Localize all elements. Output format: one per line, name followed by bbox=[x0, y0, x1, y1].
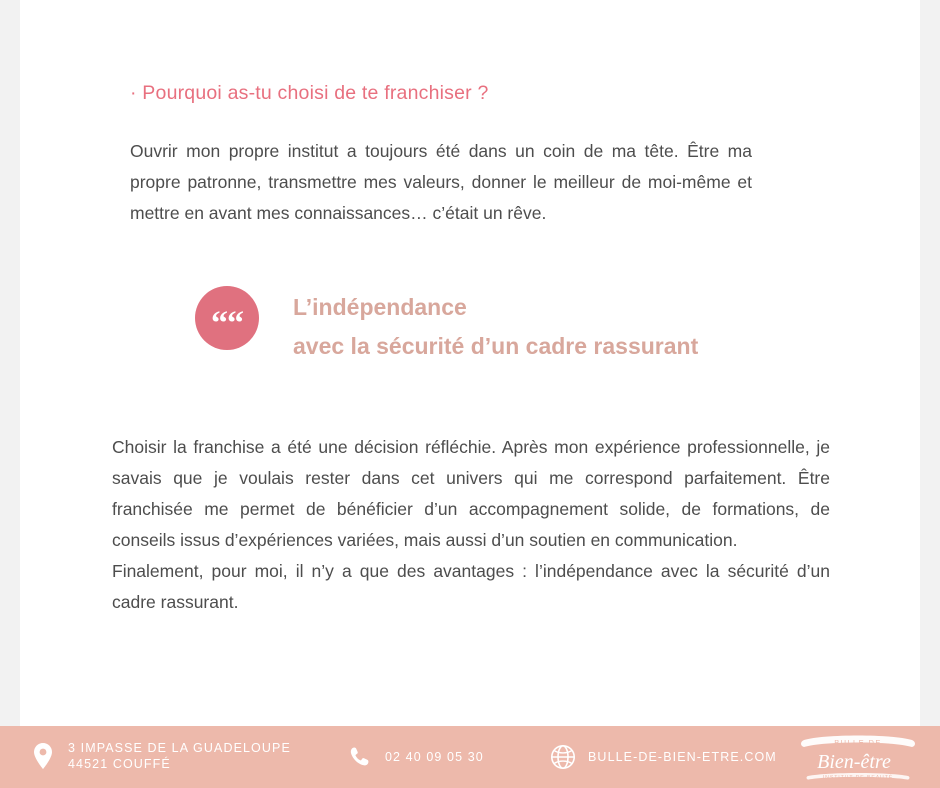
svg-text:INSTITUT DE BEAUTÉ: INSTITUT DE BEAUTÉ bbox=[822, 775, 894, 781]
pull-quote-line-1: L’indépendance bbox=[293, 294, 467, 320]
footer-address-text bbox=[68, 740, 291, 772]
footer-address-line-1: 3 IMPASSE DE LA GUADELOUPE bbox=[68, 741, 291, 755]
map-pin-icon bbox=[28, 741, 58, 771]
svg-text:BULLE DE: BULLE DE bbox=[834, 738, 882, 747]
interview-question: · Pourquoi as-tu choisi de te franchiser ? bbox=[130, 82, 489, 104]
left-margin-band bbox=[0, 0, 20, 788]
phone-icon bbox=[345, 742, 375, 772]
answer-body bbox=[112, 432, 830, 618]
right-margin-band bbox=[920, 0, 940, 788]
page-content bbox=[20, 0, 920, 788]
quote-mark-icon bbox=[195, 286, 259, 350]
pull-quote-line-2: avec la sécurité d’un cadre rassurant bbox=[293, 333, 699, 359]
footer-phone[interactable] bbox=[345, 742, 484, 772]
logo-icon bbox=[794, 732, 922, 784]
globe-icon bbox=[548, 742, 578, 772]
footer-website-url: BULLE-DE-BIEN-ETRE.COM bbox=[588, 750, 777, 764]
svg-text:Bien-être: Bien-être bbox=[817, 751, 891, 773]
footer-bar bbox=[0, 726, 940, 788]
footer-address bbox=[28, 740, 291, 772]
answer-intro-paragraph: Ouvrir mon propre institut a toujours été dans un coin de ma tête. Être ma propre patronne, transmettre mes valeurs, donner le meilleur de moi-même et mettre en avant mes connaissances… c’était un rêve. bbox=[130, 141, 752, 223]
pull-quote-text bbox=[293, 288, 698, 366]
answer-body-paragraph-2: Finalement, pour moi, il n’y a que des avantages : l’indépendance avec la sécurité d’un cadre rassurant. bbox=[112, 561, 830, 612]
pull-quote bbox=[195, 286, 895, 386]
answer-body-paragraph-1: Choisir la franchise a été une décision réfléchie. Après mon expérience professionnelle, je savais que je voulais rester dans cet univers qui me correspond parfaitement. Être franchisée me permet de bénéficier d’un accompagnement solide, de formations, de conseils issus d’expériences variées, mais aussi d’un soutien en communication. bbox=[112, 437, 830, 550]
footer-phone-number: 02 40 09 05 30 bbox=[385, 750, 484, 764]
quote-mark-glyph: ““ bbox=[211, 305, 243, 342]
footer-address-line-2: 44521 COUFFÉ bbox=[68, 757, 171, 771]
footer-website[interactable] bbox=[548, 742, 777, 772]
